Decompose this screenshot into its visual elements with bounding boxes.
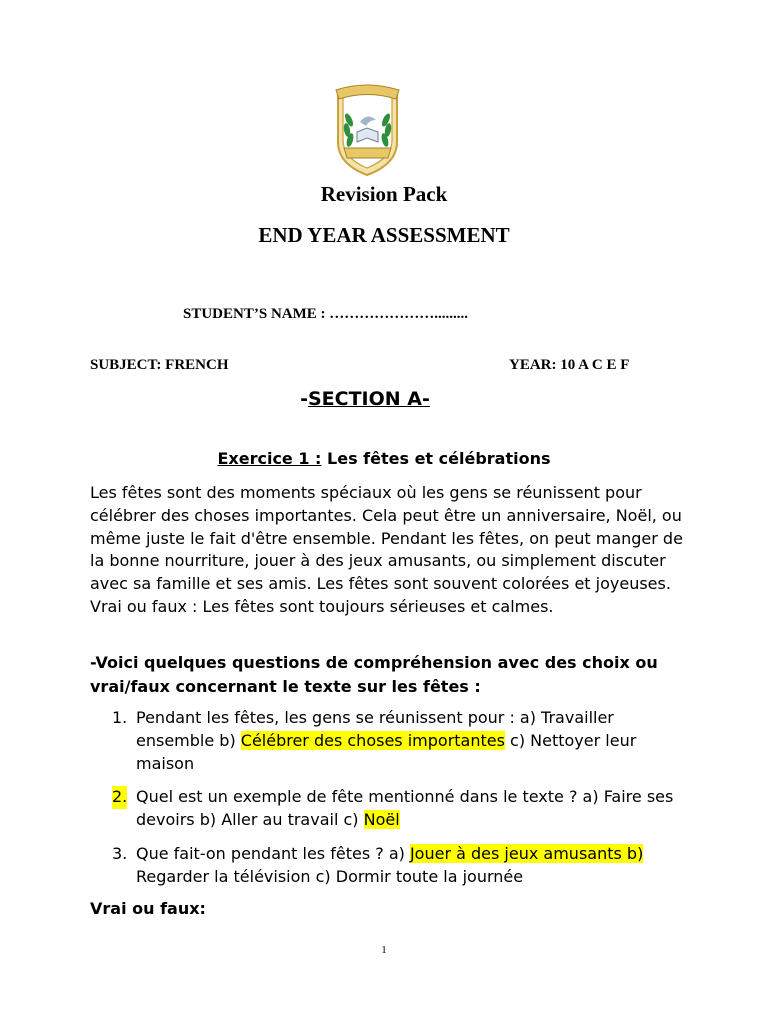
true-false-heading: Vrai ou faux: (90, 899, 206, 918)
question-number: 3. (112, 843, 128, 863)
questions-heading: -Voici quelques questions de compréhension avec des choix ou vrai/faux concernant le texte sur les fêtes : (90, 653, 658, 696)
question-text-end: Regarder la télévision c) Dormir toute la journée (136, 866, 524, 886)
question-item (90, 786, 690, 832)
question-item (90, 707, 690, 775)
year-label: YEAR: 10 A C E F (509, 357, 630, 373)
question-text: Quel est un exemple de fête mentionné dans le texte ? a) Faire ses devoirs b) Aller au travail c) (136, 787, 674, 830)
question-text: Pendant les fêtes, les gens se réunissent pour : a) Travailler ensemble b) (136, 708, 614, 750)
exercise-title: Les fêtes et célébrations (321, 449, 551, 468)
section-label: SECTION A- (307, 388, 430, 410)
subject-label: SUBJECT: FRENCH (90, 357, 229, 373)
question-text-end: c) Nettoyer leur maison (136, 730, 637, 773)
highlighted-answer: Noël (363, 810, 400, 830)
page-number: 1 (381, 944, 387, 956)
section-dash: - (300, 388, 308, 410)
question-number: 2. (112, 786, 127, 809)
highlighted-answer: Célébrer des choses importantes (240, 730, 505, 750)
reading-passage: Les fêtes sont des moments spéciaux où les gens se réunissent pour célébrer des choses importantes. Cela peut être un anniversaire, Noël, ou même juste le fait d'être ensemble. Pendant les fêtes, on peut manger de la bonne nourriture, jouer à des jeux amusants, ou simplement discuter avec sa famille et ses amis. Les fêtes sont souvent colorées et joyeuses. Vrai ou faux : Les fêtes sont toujours sérieuses et calmes. (90, 483, 683, 616)
highlighted-answer: Jouer à des jeux amusants b) (409, 843, 644, 863)
document-subtitle: END YEAR ASSESSMENT (258, 223, 510, 247)
question-text: Que fait-on pendant les fêtes ? a) (136, 843, 410, 863)
student-name-field: STUDENT’S NAME : …………………......... (183, 306, 469, 322)
section-heading (0, 388, 730, 410)
question-item (90, 843, 690, 889)
document-title: Revision Pack (320, 182, 448, 206)
question-list (90, 707, 690, 900)
question-number: 1. (112, 708, 128, 727)
exercise-heading (0, 449, 768, 468)
exercise-label: Exercice 1 : (217, 449, 322, 468)
school-crest-icon (330, 82, 405, 177)
